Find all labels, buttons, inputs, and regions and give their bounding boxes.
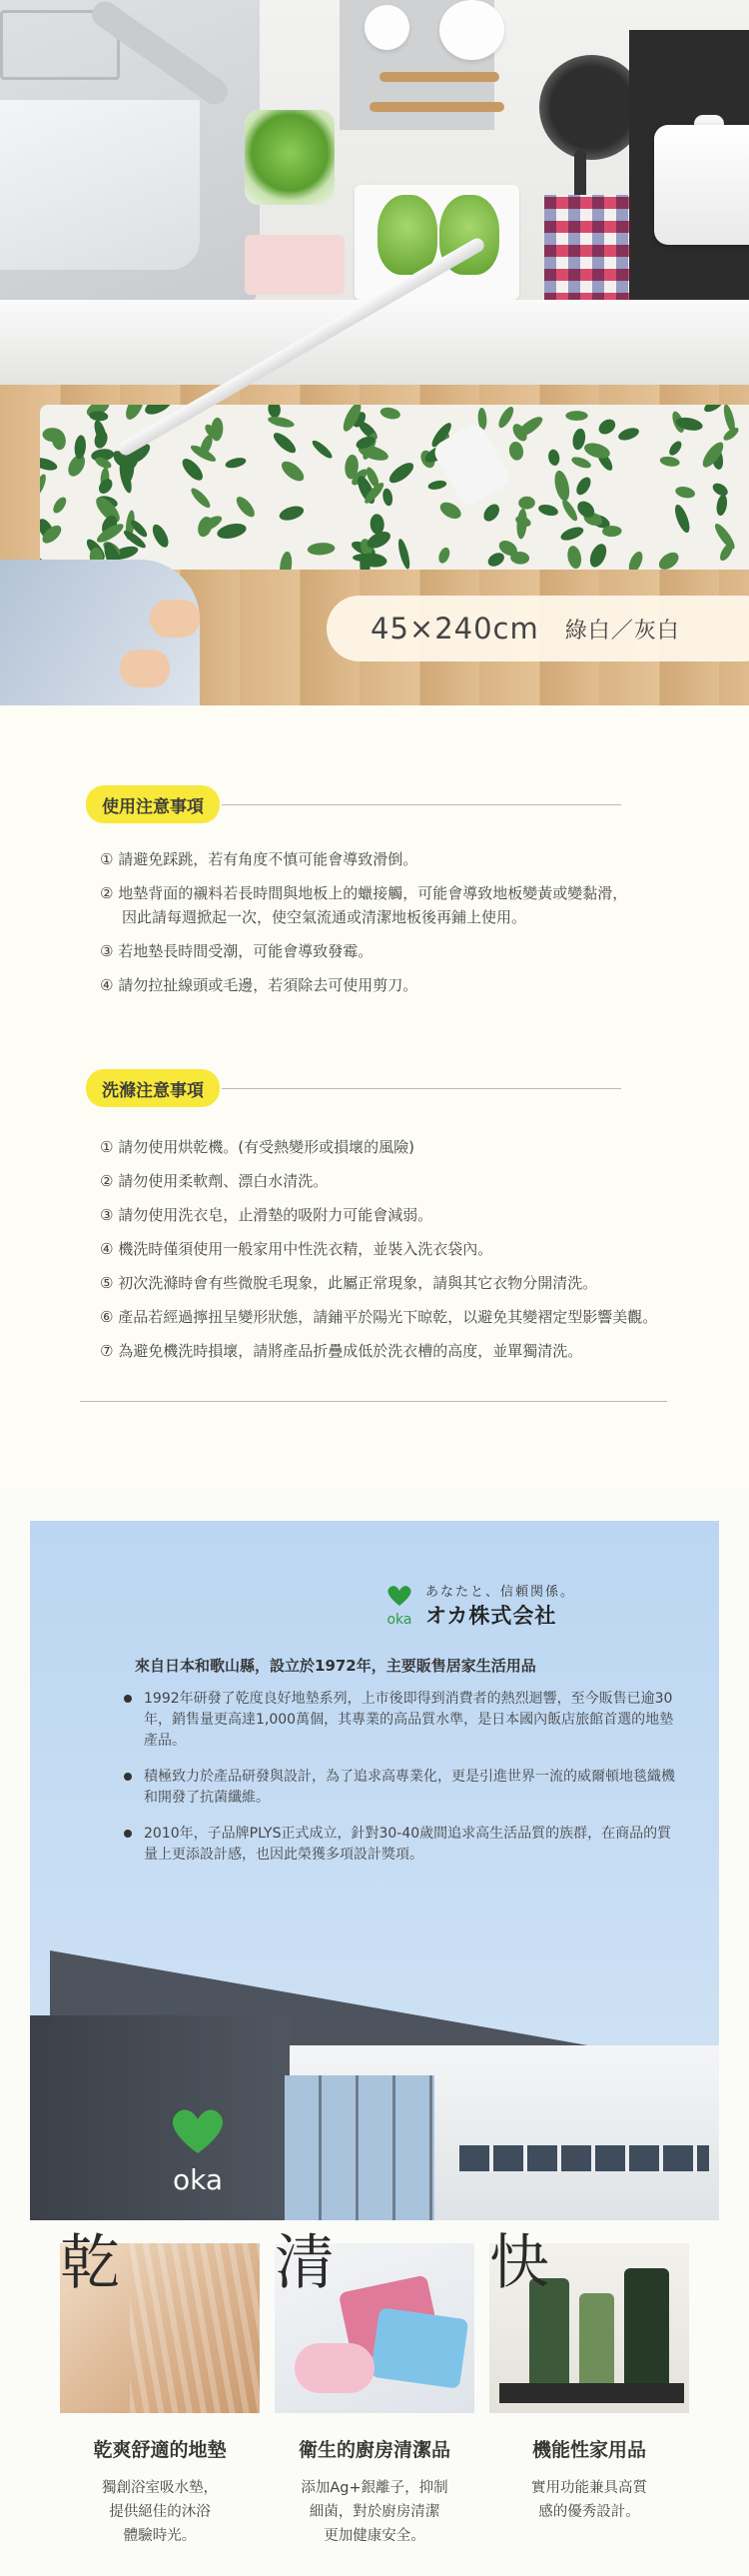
desc-line: 實用功能兼具高質 — [531, 2480, 647, 2496]
leaf-shape — [547, 449, 561, 467]
leaf-shape — [379, 406, 401, 421]
feature-desc — [489, 2476, 689, 2524]
leaf-shape — [656, 549, 682, 570]
leaf-shape — [278, 504, 306, 523]
desc-line: 添加Ag+銀離子，抑制 — [301, 2480, 448, 2496]
leaf-shape — [51, 495, 69, 515]
hand — [150, 600, 200, 638]
divider — [222, 1088, 621, 1089]
leaf-shape — [480, 502, 502, 525]
bullet-item: 積極致力於產品研發與設計，為了追求高專業化，更是引進世界一流的威爾頓地毯織機和開發了抗菌纖維。 — [122, 1767, 681, 1809]
leaf-shape — [516, 509, 528, 540]
usage-list — [100, 847, 699, 1007]
leaf-shape — [396, 538, 412, 570]
feature-desc — [60, 2476, 260, 2548]
leaf-shape — [710, 481, 730, 499]
list-item: ② 地墊背面的襯料若長時間與地板上的蠟接觸，可能會導致地板變黃或變黏滑， — [100, 884, 628, 902]
bullet-item: 1992年研發了乾度良好地墊系列，上市後即得到消費者的熱烈迴響，至今販售已逾30年，銷售量更高達1,000萬個，其專業的高品質水準，是日本國內飯店旅館首選的地墊產品。 — [122, 1689, 681, 1752]
company-panel — [30, 1521, 719, 2220]
notices-section — [0, 705, 749, 1491]
desc-line: 獨創浴室吸水墊， — [102, 2480, 218, 2496]
divider — [222, 804, 621, 805]
company-name: オカ株式会社 — [425, 1604, 557, 1628]
leaf-shape — [279, 551, 294, 570]
leaf-shape — [573, 475, 593, 498]
company-slogan: あなたと、信頼関係。 — [425, 1585, 576, 1600]
list-item: ② 請勿使用柔軟劑、漂白水清洗。 — [100, 1172, 329, 1190]
hand — [120, 649, 170, 687]
leaf-shape — [699, 439, 727, 470]
list-item: ⑥ 產品若經過擰扭呈變形狀態，請鋪平於陽光下晾乾，以避免其變褶定型影響美觀。 — [100, 1308, 658, 1326]
wooden-spoon — [370, 102, 504, 112]
leaf-shape — [93, 429, 110, 450]
leaf-shape — [626, 550, 645, 570]
list-item: ① 請避免踩跳，若有角度不慎可能會導致滑倒。 — [100, 850, 418, 868]
washing-list — [100, 1135, 699, 1373]
leaf-shape — [40, 473, 48, 498]
leaf-shape — [381, 488, 393, 507]
leaf-shape — [659, 456, 680, 468]
leaf-shape — [189, 486, 213, 511]
oka-heart-icon — [381, 1584, 417, 1628]
leaf-shape — [370, 514, 384, 535]
cabinet — [0, 300, 749, 390]
desc-line: 體驗時光。 — [123, 2528, 197, 2544]
leaf-shape — [537, 503, 559, 518]
leaf-shape — [570, 455, 592, 471]
leaf-shape — [74, 435, 87, 460]
leaf-shape — [485, 551, 506, 570]
leaf-shape — [672, 503, 692, 535]
desc-line: 提供絕佳的沐浴 — [109, 2504, 211, 2520]
list-item: ③ 若地墊長時間受潮，可能會導致發霉。 — [100, 942, 374, 960]
leaf-shape — [267, 415, 295, 430]
leaf-shape — [566, 545, 583, 570]
leaf-shape — [179, 456, 206, 484]
leaf-shape — [225, 456, 248, 470]
usage-heading — [86, 785, 621, 823]
bowl-white — [439, 0, 504, 60]
leaf-shape — [496, 405, 516, 430]
leaf-shape — [667, 439, 684, 458]
feature-comfort — [489, 2228, 689, 2524]
leaf-shape — [715, 494, 729, 517]
leaf-shape — [617, 426, 641, 443]
leaf-shape — [150, 522, 172, 550]
list-item: ④ 請勿拉扯線頭或毛邊，若須除去可使用剪刀。 — [100, 976, 418, 994]
checkered-cloth — [544, 195, 629, 305]
wooden-spoon — [379, 72, 499, 82]
towel — [245, 235, 345, 295]
feature-clean — [275, 2228, 474, 2548]
size-label — [327, 596, 749, 661]
leaf-shape — [122, 405, 147, 423]
list-item: ⑦ 為避免機洗時損壞，請將產品折疊成低於洗衣槽的高度，並單獨清洗。 — [100, 1342, 583, 1360]
leaf-shape — [386, 460, 417, 487]
desc-line: 感的優秀設計。 — [538, 2504, 640, 2520]
list-item: ③ 請勿使用洗衣皂，止滑墊的吸附力可能會減弱。 — [100, 1206, 433, 1224]
leaf-shape — [552, 470, 572, 503]
leaf-shape — [702, 405, 725, 415]
feature-title: 機能性家用品 — [531, 2439, 646, 2461]
leaf-shape — [216, 521, 248, 541]
list-item: 因此請每週掀起一次，使空氣流通或清潔地板後再鋪上使用。 — [122, 908, 527, 926]
company-building — [30, 1975, 719, 2220]
leaf-shape — [674, 485, 696, 500]
lettuce-leaf — [377, 195, 437, 275]
leaf-shape — [559, 525, 585, 543]
leaf-shape — [427, 479, 447, 491]
company-logo — [381, 1581, 575, 1630]
leaf-shape — [518, 497, 535, 510]
divider — [80, 1401, 667, 1402]
building-wordmark: oka — [172, 2163, 224, 2195]
leaf-shape — [437, 499, 464, 522]
leaf-shape — [587, 542, 610, 570]
bullet-item: 2010年，子品牌PLYS正式成立，針對30-40歲間追求高生活品質的族群，在商品的質量上更添設計感，也因此榮獲多項設計獎項。 — [122, 1824, 681, 1866]
leaf-shape — [307, 542, 335, 556]
feature-title: 乾爽舒適的地墊 — [93, 2439, 227, 2461]
leaf-shape — [596, 417, 618, 438]
list-item: ⑤ 初次洗滌時會有些微脫毛現象，此屬正常現象，請與其它衣物分開清洗。 — [100, 1274, 598, 1292]
building-glass — [285, 2075, 434, 2220]
list-item: ① 請勿使用烘乾機。(有受熱變形或損壞的風險) — [100, 1138, 414, 1156]
leaf-shape — [436, 546, 451, 565]
feature-title: 衛生的廚房清潔品 — [298, 2439, 450, 2461]
size-text: 45×240cm — [371, 612, 539, 645]
leaf-shape — [234, 494, 258, 520]
desc-line: 更加健康安全。 — [324, 2528, 425, 2544]
feature-kanji: 快 — [489, 2228, 549, 2298]
building-windows — [459, 2145, 709, 2171]
feature-desc — [275, 2476, 474, 2548]
usage-title: 使用注意事項 — [86, 785, 220, 823]
leaf-shape — [507, 441, 524, 462]
color-text: 綠白／灰白 — [564, 618, 680, 644]
washing-title: 洗滌注意事項 — [86, 1069, 220, 1107]
leaf-shape — [310, 438, 334, 461]
company-intro: 來自日本和歌山縣，設立於1972年，主要販售居家生活用品 — [135, 1657, 536, 1675]
feature-kanji: 乾 — [60, 2228, 120, 2298]
feature-kanji: 清 — [275, 2228, 335, 2298]
leaf-shape — [40, 456, 59, 473]
leaf-shape — [560, 498, 580, 523]
hero-photo — [0, 0, 749, 705]
company-bullets — [122, 1689, 681, 1881]
feature-dry — [60, 2228, 260, 2548]
list-item: ④ 機洗時僅須使用一般家用中性洗衣精，並裝入洗衣袋內。 — [100, 1240, 493, 1258]
leaf-shape — [565, 411, 587, 421]
leaf-shape — [267, 405, 282, 419]
white-pot — [654, 125, 749, 245]
washing-heading — [86, 1069, 621, 1107]
leaf-shape — [279, 458, 308, 485]
desc-line: 細菌，對於廚房清潔 — [309, 2504, 440, 2520]
leaf-shape — [271, 430, 299, 457]
logo-text — [425, 1581, 575, 1630]
lettuce-bowl — [245, 110, 335, 205]
cup — [365, 5, 409, 50]
logo-wordmark: oka — [386, 1611, 412, 1628]
building-logo — [158, 2105, 238, 2199]
